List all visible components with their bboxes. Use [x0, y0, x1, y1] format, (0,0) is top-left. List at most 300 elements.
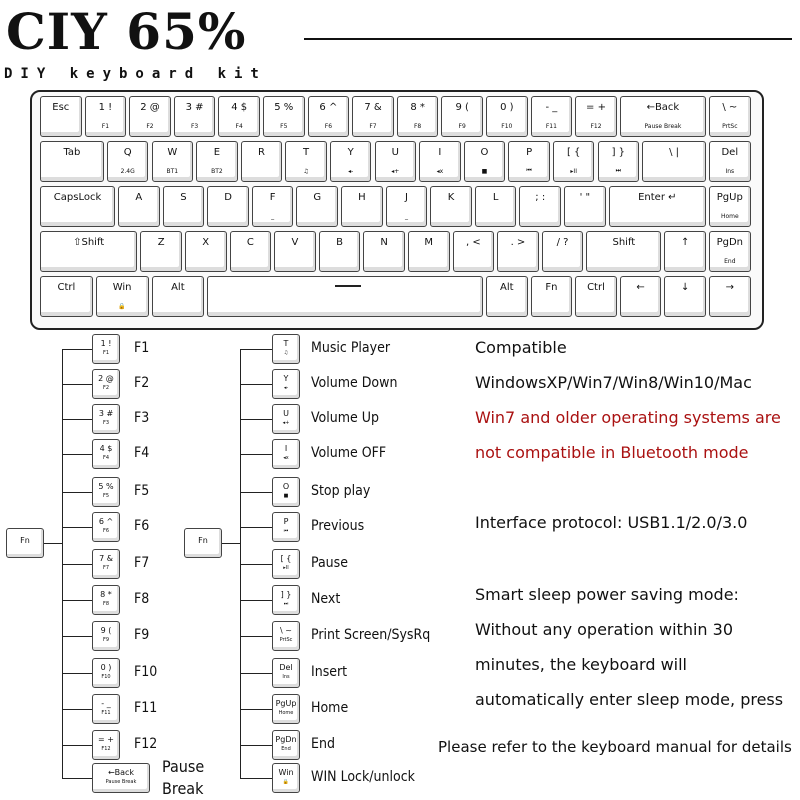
key-enter[interactable] — [609, 186, 706, 227]
right-branch-line — [240, 419, 272, 420]
key-k[interactable] — [430, 186, 472, 227]
combo-key-legend: PgDn — [275, 735, 297, 744]
keyboard-layout — [30, 90, 764, 330]
left-branch-line — [62, 745, 92, 746]
key-fn-legend: F6 — [324, 123, 333, 130]
key-legend: D — [224, 192, 232, 203]
left-combo-key[interactable] — [92, 763, 150, 793]
key-o[interactable] — [464, 141, 506, 182]
combo-key-fn-legend: F9 — [102, 637, 110, 643]
combo-key-fn-legend: PrtSc — [279, 637, 293, 643]
key-fn-legend: F11 — [545, 123, 557, 130]
key-2[interactable] — [129, 96, 171, 137]
left-branch-line — [62, 384, 92, 385]
key-fn-legend: F9 — [458, 123, 466, 130]
key-fn-legend: ⏭ — [615, 167, 621, 174]
left-branch-line — [62, 349, 92, 350]
right-branch-line — [240, 673, 272, 674]
key-i[interactable] — [419, 141, 461, 182]
key-fn-legend: Ins — [725, 168, 735, 175]
left-branch-line — [62, 673, 92, 674]
left-combo-label: Pause Break — [162, 757, 205, 798]
key-1[interactable] — [85, 96, 127, 137]
key-legend: K — [447, 192, 455, 203]
key-shift[interactable] — [40, 231, 137, 272]
key-symbol[interactable] — [642, 141, 706, 182]
key-legend: J — [404, 192, 408, 203]
key-symbol[interactable] — [497, 231, 539, 272]
combo-key-legend: ] } — [280, 590, 292, 599]
combo-key-legend: 6 ^ — [98, 517, 114, 526]
key-legend: T — [303, 147, 310, 158]
left-fn-key[interactable]: Fn — [6, 528, 44, 558]
spacebar-mark — [335, 285, 361, 287]
combo-key-fn-legend: ◂- — [283, 385, 289, 391]
key-m[interactable] — [408, 231, 450, 272]
combo-key-fn-legend: ⏮ — [283, 528, 289, 534]
key-symbol[interactable] — [575, 96, 617, 137]
key-legend: H — [358, 192, 366, 203]
left-combo-label: F2 — [134, 375, 150, 391]
left-combo-label: F8 — [134, 591, 150, 607]
key-legend: 4 $ — [231, 102, 248, 113]
key-6[interactable] — [308, 96, 350, 137]
left-combo-label: F6 — [134, 518, 150, 534]
key-esc[interactable] — [40, 96, 82, 137]
key-pgdn[interactable] — [709, 231, 751, 272]
right-combo-key[interactable] — [272, 477, 300, 507]
key-symbol[interactable] — [620, 276, 662, 317]
right-combo-label: Music Player — [311, 340, 391, 356]
right-combo-label: Volume OFF — [311, 445, 387, 461]
page-title: CIY 65% — [6, 2, 247, 61]
combo-key-legend: 5 % — [98, 482, 114, 491]
left-combo-label: F9 — [134, 627, 150, 643]
key-ctrl[interactable] — [575, 276, 617, 317]
key-legend: ← — [636, 282, 645, 293]
key-d[interactable] — [207, 186, 249, 227]
combo-key-fn-legend: End — [281, 746, 291, 752]
key-space[interactable] — [207, 276, 483, 317]
right-combo-label: Pause — [311, 555, 348, 571]
key-legend: Z — [157, 237, 165, 248]
key-legend: PgDn — [716, 237, 743, 248]
key-4[interactable] — [218, 96, 260, 137]
key-fn-legend: F5 — [280, 123, 288, 130]
key-l[interactable] — [475, 186, 517, 227]
sleep-line-2: Without any operation within 30 — [475, 620, 733, 639]
combo-key-legend: 1 ! — [100, 339, 112, 348]
key-legend: B — [336, 237, 343, 248]
right-combo-key[interactable] — [272, 621, 300, 651]
right-combo-key[interactable] — [272, 369, 300, 399]
key-y[interactable] — [330, 141, 372, 182]
left-combo-label: F3 — [134, 410, 150, 426]
combo-key-legend: Del — [279, 663, 293, 672]
key-v[interactable] — [274, 231, 316, 272]
sleep-line-1: Smart sleep power saving mode: — [475, 585, 739, 604]
combo-key-legend: \ ~ — [280, 626, 292, 635]
combo-key-fn-legend: ♫ — [283, 350, 289, 356]
key-del[interactable] — [709, 141, 751, 182]
key-fn-legend: PrtSc — [722, 123, 738, 130]
left-combo-key[interactable] — [92, 694, 120, 724]
key-legend: Alt — [171, 282, 185, 293]
key-legend: I — [438, 147, 442, 158]
key-legend: Fn — [545, 282, 558, 293]
key-legend: W — [167, 147, 178, 158]
key-fn-legend: F3 — [190, 123, 199, 130]
left-branch-line — [62, 778, 92, 779]
combo-key-legend: 7 & — [99, 554, 113, 563]
key-fn-legend: ◂+ — [391, 168, 400, 175]
left-fn-connector — [44, 543, 62, 544]
key-fn-legend: BT2 — [211, 168, 223, 175]
key-fn-legend: ▸II — [570, 168, 577, 175]
combo-key-fn-legend: F5 — [102, 493, 110, 499]
right-combo-key[interactable] — [272, 585, 300, 615]
left-branch-line — [62, 527, 92, 528]
key-a[interactable] — [118, 186, 160, 227]
left-combo-label: F7 — [134, 555, 150, 571]
combo-key-legend: O — [282, 482, 290, 491]
key-9[interactable] — [441, 96, 483, 137]
key-symbol[interactable] — [709, 276, 751, 317]
compat-title: Compatible — [475, 338, 567, 357]
key-legend: V — [291, 237, 299, 248]
combo-key-fn-legend: F10 — [101, 674, 111, 680]
left-combo-key[interactable] — [92, 439, 120, 469]
key-legend: Enter ↵ — [638, 192, 677, 203]
key-fn-legend: ◂- — [348, 168, 354, 175]
key-fn-legend: F12 — [590, 123, 602, 130]
left-branch-line — [62, 564, 92, 565]
right-branch-line — [240, 454, 272, 455]
right-branch-line — [240, 492, 272, 493]
key-fn-legend: F2 — [146, 123, 154, 130]
left-combo-key[interactable] — [92, 512, 120, 542]
left-combo-key[interactable] — [92, 730, 120, 760]
key-symbol[interactable] — [564, 186, 606, 227]
key-legend: → — [725, 282, 734, 293]
left-combo-label: F4 — [134, 445, 150, 461]
key-symbol[interactable] — [598, 141, 640, 182]
key-legend: 7 & — [364, 102, 382, 113]
key-alt[interactable] — [152, 276, 205, 317]
combo-key-fn-legend: Home — [278, 710, 294, 716]
key-q[interactable] — [107, 141, 149, 182]
key-legend: 2 @ — [140, 102, 160, 113]
left-combo-key[interactable] — [92, 334, 120, 364]
left-combo-key[interactable] — [92, 477, 120, 507]
combo-key-fn-legend: F7 — [102, 565, 110, 571]
key-legend: 9 ( — [455, 102, 469, 113]
left-branch-line — [62, 636, 92, 637]
key-legend: Ctrl — [587, 282, 605, 293]
key-fn-legend: F1 — [101, 123, 110, 130]
key-t[interactable] — [285, 141, 327, 182]
key-legend: 1 ! — [98, 102, 113, 113]
combo-key-fn-legend: F2 — [102, 385, 110, 391]
right-combo-key[interactable] — [272, 334, 300, 364]
right-combo-label: Previous — [311, 518, 365, 534]
left-combo-key[interactable] — [92, 404, 120, 434]
key-legend: PgUp — [716, 192, 743, 203]
left-combo-key[interactable] — [92, 658, 120, 688]
key-legend: ←Back — [646, 102, 680, 113]
key-legend: \ | — [669, 147, 679, 158]
interface-protocol: Interface protocol: USB1.1/2.0/3.0 — [475, 513, 748, 532]
key-r[interactable] — [241, 141, 283, 182]
combo-key-legend: 3 # — [98, 409, 114, 418]
combo-key-legend: P — [283, 517, 289, 526]
combo-key-legend: = + — [98, 735, 114, 744]
key-fn-legend: 2.4G — [120, 168, 135, 175]
combo-key-legend: ←Back — [107, 768, 135, 777]
right-combo-key[interactable] — [272, 730, 300, 760]
key-legend: \ ~ — [722, 102, 738, 113]
left-branch-line — [62, 600, 92, 601]
key-fn[interactable] — [531, 276, 573, 317]
key-symbol[interactable] — [453, 231, 495, 272]
left-combo-label: F5 — [134, 483, 150, 499]
combo-key-legend: 8 * — [100, 590, 112, 599]
right-combo-label: Next — [311, 591, 341, 607]
key-z[interactable] — [140, 231, 182, 272]
combo-key-fn-legend: ■ — [283, 493, 289, 499]
right-combo-label: Home — [311, 700, 349, 716]
key-back[interactable] — [620, 96, 706, 137]
key-legend: L — [492, 192, 499, 203]
key-fn-legend: ■ — [481, 168, 488, 175]
key-capslock[interactable] — [40, 186, 115, 227]
combo-key-fn-legend: F1 — [102, 350, 110, 356]
right-combo-label: Insert — [311, 664, 348, 680]
right-branch-line — [240, 384, 272, 385]
key-legend: Win — [112, 282, 132, 293]
key-legend: Ctrl — [57, 282, 76, 293]
key-7[interactable] — [352, 96, 394, 137]
left-combo-key[interactable] — [92, 549, 120, 579]
right-combo-key[interactable] — [272, 694, 300, 724]
key-legend: ↑ — [680, 237, 690, 248]
key-n[interactable] — [363, 231, 405, 272]
key-legend: ' " — [579, 192, 591, 203]
right-branch-line — [240, 600, 272, 601]
key-legend: M — [424, 237, 434, 248]
combo-key-fn-legend: 🔒 — [282, 779, 290, 785]
right-branch-line — [240, 709, 272, 710]
key-symbol[interactable] — [519, 186, 561, 227]
right-fn-key[interactable]: Fn — [184, 528, 222, 558]
key-fn-legend: ◂x — [436, 168, 444, 175]
combo-key-legend: 2 @ — [98, 374, 114, 383]
bluetooth-warning-line-2: not compatible in Bluetooth mode — [475, 443, 749, 462]
key-legend: Esc — [52, 102, 70, 113]
right-combo-key[interactable] — [272, 404, 300, 434]
key-symbol[interactable] — [542, 231, 584, 272]
left-branch-line — [62, 492, 92, 493]
key-fn-legend: Home — [720, 213, 739, 220]
key-p[interactable] — [508, 141, 550, 182]
key-j[interactable] — [386, 186, 428, 227]
right-combo-key[interactable] — [272, 763, 300, 793]
right-branch-line — [240, 564, 272, 565]
key-fn-legend: End — [724, 258, 736, 265]
key-x[interactable] — [185, 231, 227, 272]
key-legend: , < — [465, 237, 481, 248]
key-pgup[interactable] — [709, 186, 751, 227]
key-legend: / ? — [556, 237, 569, 248]
left-combo-label: F10 — [134, 664, 158, 680]
key-0[interactable] — [486, 96, 528, 137]
combo-key-fn-legend: F8 — [102, 601, 110, 607]
key-legend: O — [480, 147, 489, 158]
key-legend: 8 * — [410, 102, 425, 113]
key-tab[interactable] — [40, 141, 104, 182]
key-win[interactable] — [96, 276, 149, 317]
left-combo-key[interactable] — [92, 369, 120, 399]
key-legend: P — [526, 147, 533, 158]
combo-key-legend: 0 ) — [100, 663, 112, 672]
key-legend: 6 ^ — [319, 102, 338, 113]
manual-note: Please refer to the keyboard manual for details — [438, 738, 792, 756]
key-legend: 5 % — [274, 102, 294, 113]
combo-key-legend: Win — [278, 768, 294, 777]
left-branch-line — [62, 454, 92, 455]
key-ctrl[interactable] — [40, 276, 93, 317]
combo-key-fn-legend: ⏭ — [283, 601, 289, 607]
key-legend: U — [391, 147, 399, 158]
combo-key-fn-legend: Ins — [282, 674, 290, 680]
key-fn-legend: ⏮ — [526, 167, 532, 174]
right-combo-key[interactable] — [272, 658, 300, 688]
key-w[interactable] — [152, 141, 194, 182]
key-fn-legend: ♫ — [303, 168, 309, 175]
key-legend: C — [246, 237, 254, 248]
compat-os: WindowsXP/Win7/Win8/Win10/Mac — [475, 373, 752, 392]
key-symbol[interactable] — [553, 141, 595, 182]
key-legend: ; : — [535, 192, 546, 203]
combo-key-legend: 4 $ — [99, 444, 113, 453]
key-alt[interactable] — [486, 276, 528, 317]
combo-key-fn-legend: F4 — [102, 455, 110, 461]
right-combo-label: End — [311, 736, 335, 752]
key-g[interactable] — [296, 186, 338, 227]
combo-key-fn-legend: ▸II — [283, 565, 289, 571]
key-legend: . > — [510, 237, 526, 248]
key-legend: ↓ — [680, 282, 690, 293]
key-fn-legend: F10 — [501, 123, 513, 130]
page-subtitle: DIY keyboard kit — [4, 66, 267, 82]
right-branch-line — [240, 636, 272, 637]
combo-key-legend: [ { — [280, 554, 292, 563]
left-branch-line — [62, 709, 92, 710]
key-legend: CapsLock — [53, 192, 102, 203]
key-legend: G — [313, 192, 322, 203]
left-combo-label: F11 — [134, 700, 158, 716]
combo-key-fn-legend: F11 — [101, 710, 111, 716]
key-b[interactable] — [319, 231, 361, 272]
key-legend: A — [135, 192, 143, 203]
combo-key-fn-legend: F6 — [102, 528, 110, 534]
key-3[interactable] — [174, 96, 216, 137]
key-fn-legend: 🔒 — [118, 303, 126, 310]
key-legend: X — [202, 237, 210, 248]
key-c[interactable] — [230, 231, 272, 272]
key-legend: N — [380, 237, 388, 248]
key-legend: ] } — [611, 147, 626, 158]
key-symbol[interactable] — [664, 231, 706, 272]
key-legend: R — [258, 147, 265, 158]
key-shift[interactable] — [586, 231, 661, 272]
bluetooth-warning-line-1: Win7 and older operating systems are — [475, 408, 781, 427]
key-legend: Q — [123, 147, 132, 158]
combo-key-legend: I — [284, 444, 288, 453]
key-s[interactable] — [163, 186, 205, 227]
right-branch-line — [240, 745, 272, 746]
title-divider — [304, 38, 792, 40]
combo-key-legend: 9 ( — [100, 626, 112, 635]
key-legend: E — [213, 147, 221, 158]
key-fn-legend: BT1 — [166, 168, 179, 175]
key-symbol[interactable] — [531, 96, 573, 137]
combo-key-fn-legend: ◂+ — [282, 420, 290, 426]
key-legend: S — [180, 192, 187, 203]
sleep-line-4: automatically enter sleep mode, press — [475, 690, 784, 709]
key-8[interactable] — [397, 96, 439, 137]
key-u[interactable] — [375, 141, 417, 182]
combo-key-legend: Y — [283, 374, 289, 383]
key-5[interactable] — [263, 96, 305, 137]
left-combo-key[interactable] — [92, 585, 120, 615]
key-h[interactable] — [341, 186, 383, 227]
combo-key-fn-legend: ◂x — [283, 455, 289, 461]
sleep-line-3: minutes, the keyboard will — [475, 655, 687, 674]
combo-key-fn-legend: F3 — [102, 420, 110, 426]
right-combo-label: WIN Lock/unlock — [311, 769, 415, 785]
combo-key-fn-legend: Pause Break — [105, 779, 137, 785]
key-e[interactable] — [196, 141, 238, 182]
right-branch-line — [240, 527, 272, 528]
combo-key-legend: T — [283, 339, 289, 348]
key-legend: Y — [347, 147, 354, 158]
key-f[interactable] — [252, 186, 294, 227]
key-legend: - _ — [545, 102, 558, 113]
combo-key-legend: PgUp — [275, 699, 297, 708]
key-symbol[interactable] — [664, 276, 706, 317]
right-combo-key[interactable] — [272, 439, 300, 469]
key-legend: 3 # — [185, 102, 204, 113]
combo-key-fn-legend: F12 — [101, 746, 111, 752]
right-combo-label: Volume Up — [311, 410, 379, 426]
key-legend: Del — [721, 147, 739, 158]
key-symbol[interactable] — [709, 96, 751, 137]
right-branch-line — [240, 349, 272, 350]
key-fn-legend: F8 — [413, 123, 422, 130]
key-fn-legend: _ — [271, 213, 275, 220]
key-legend: [ { — [566, 147, 581, 158]
right-combo-key[interactable] — [272, 512, 300, 542]
key-legend: = + — [586, 102, 606, 113]
key-legend: F — [269, 192, 276, 203]
right-branch-line — [240, 778, 272, 779]
right-combo-key[interactable] — [272, 549, 300, 579]
key-legend: 0 ) — [500, 102, 514, 113]
left-combo-key[interactable] — [92, 621, 120, 651]
right-combo-label: Volume Down — [311, 375, 398, 391]
combo-key-legend: U — [283, 409, 289, 418]
